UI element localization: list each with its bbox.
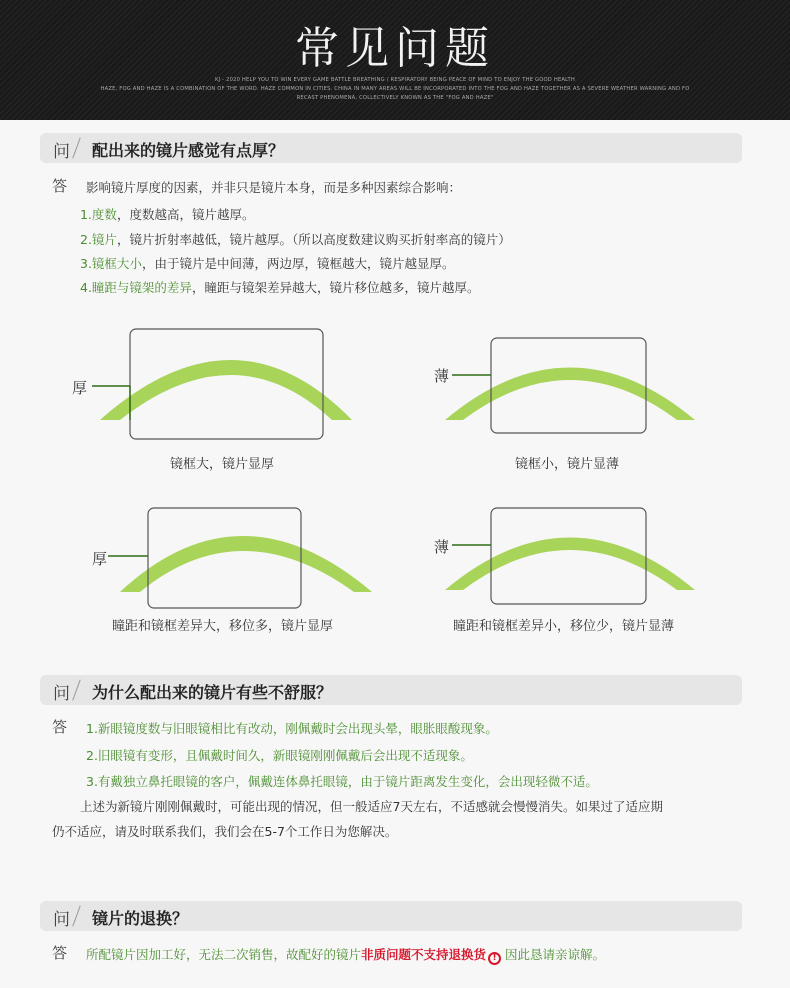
item-head: 3.镜框大小 — [80, 256, 142, 271]
diagram-label-thin: 薄 — [434, 538, 450, 556]
diagram-label-thick: 厚 — [92, 550, 108, 568]
item-head: 4.瞳距与镜架的差异 — [80, 280, 192, 295]
lens-diagram-large-frame — [70, 320, 370, 450]
lens-arc — [120, 536, 372, 592]
hero-subtitle-line-2: HAZE, FOG AND HAZE IS A COMBINATION OF THE WORD. HAZE COMMON IN CITIES. CHINA IN MANY AREAS WILL BE INCORPORATED INTO THE FOG AND HAZE TOGETHER AS A SEVERE WEATHER WARNING AND FO — [100, 86, 690, 92]
lens-arc — [100, 360, 352, 420]
question-bar-1 — [40, 133, 742, 163]
diagram-caption: 瞳距和镜框差异小，移位少，镜片显薄 — [453, 619, 675, 634]
question-mark: 问 — [53, 910, 70, 930]
list-item: 1.新眼镜度数与旧眼镜相比有改动，刚佩戴时会出现头晕，眼胀眼酸现象。 — [86, 721, 498, 736]
diagram-caption: 镜框小，镜片显薄 — [515, 457, 620, 472]
question-mark: 问 — [53, 684, 70, 704]
item-text: ，度数越高，镜片越厚。 — [116, 207, 255, 222]
answer-mark: 答 — [52, 944, 68, 962]
divider — [72, 679, 80, 700]
item-text: ，由于镜片是中间薄，两边厚，镜框越大，镜片越显厚。 — [141, 256, 455, 271]
warning-icon: ! — [488, 952, 501, 965]
policy-text: 所配镜片因加工好，无法二次销售，故配好的镜片 — [86, 947, 362, 962]
item-head: 2.镜片 — [80, 232, 117, 247]
page-title: 常见问题 — [295, 23, 495, 74]
refund-policy-text — [86, 945, 605, 965]
hero-subtitle-line-3: RECAST PHENOMENA, COLLECTIVELY KNOWN AS THE "FOG AND HAZE" — [296, 95, 494, 101]
question-bar-2 — [40, 675, 742, 705]
divider — [72, 137, 80, 158]
lens-diagram-pd-large — [90, 500, 390, 610]
policy-warning-text: 非质问题不支持退换货 — [361, 947, 487, 962]
answer-mark: 答 — [52, 718, 68, 736]
paragraph-line-2: 仍不适应，请及时联系我们，我们会在5-7个工作日为您解决。 — [52, 824, 398, 839]
list-item: 3.有戴独立鼻托眼镜的客户，佩戴连体鼻托眼镜，由于镜片距离发生变化，会出现轻微不适。 — [86, 774, 598, 789]
question-bar-3 — [40, 901, 742, 931]
list-item — [80, 205, 254, 223]
diagram-label-thin: 薄 — [434, 367, 450, 385]
paragraph-line-1: 上述为新镜片刚刚佩戴时，可能出现的情况，但一般适应7天左右，不适感就会慢慢消失。如果过了适应期 — [80, 799, 663, 814]
answer-mark: 答 — [52, 177, 68, 195]
question-title: 镜片的退换？ — [92, 909, 189, 928]
item-head: 1.度数 — [80, 207, 117, 222]
diagram-caption: 镜框大，镜片显厚 — [170, 457, 275, 472]
item-text: ，瞳距与镜架差异越大，镜片移位越多，镜片越厚。 — [191, 280, 480, 295]
answer-intro: 影响镜片厚度的因素，并非只是镜片本身，而是多种因素综合影响： — [86, 180, 462, 195]
list-item — [80, 230, 511, 248]
policy-text: 因此恳请亲谅解。 — [505, 947, 606, 962]
item-text: ，镜片折射率越低，镜片越厚。（所以高度数建议购买折射率高的镜片） — [116, 232, 511, 247]
lens-diagram-small-frame — [430, 330, 710, 440]
hero-subtitle-line-1: KJ - 2020 HELP YOU TO WIN EVERY GAME BATTLE BREATHING / RESPIRATORY BEING PEACE OF MIND TO ENJOY THE GOOD HEALTH — [214, 77, 576, 83]
hero-banner — [0, 0, 790, 120]
question-title: 配出来的镜片感觉有点厚？ — [92, 141, 285, 160]
question-mark: 问 — [53, 142, 70, 162]
list-item — [80, 278, 479, 296]
diagram-caption: 瞳距和镜框差异大，移位多，镜片显厚 — [112, 619, 334, 634]
list-item — [80, 254, 454, 272]
divider — [72, 905, 80, 926]
diagram-label-thick: 厚 — [72, 379, 88, 397]
lens-diagram-pd-small — [430, 500, 710, 610]
list-item: 2.旧眼镜有变形，且佩戴时间久，新眼镜刚刚佩戴后会出现不适现象。 — [86, 748, 473, 763]
question-title: 为什么配出来的镜片有些不舒服？ — [92, 683, 333, 702]
